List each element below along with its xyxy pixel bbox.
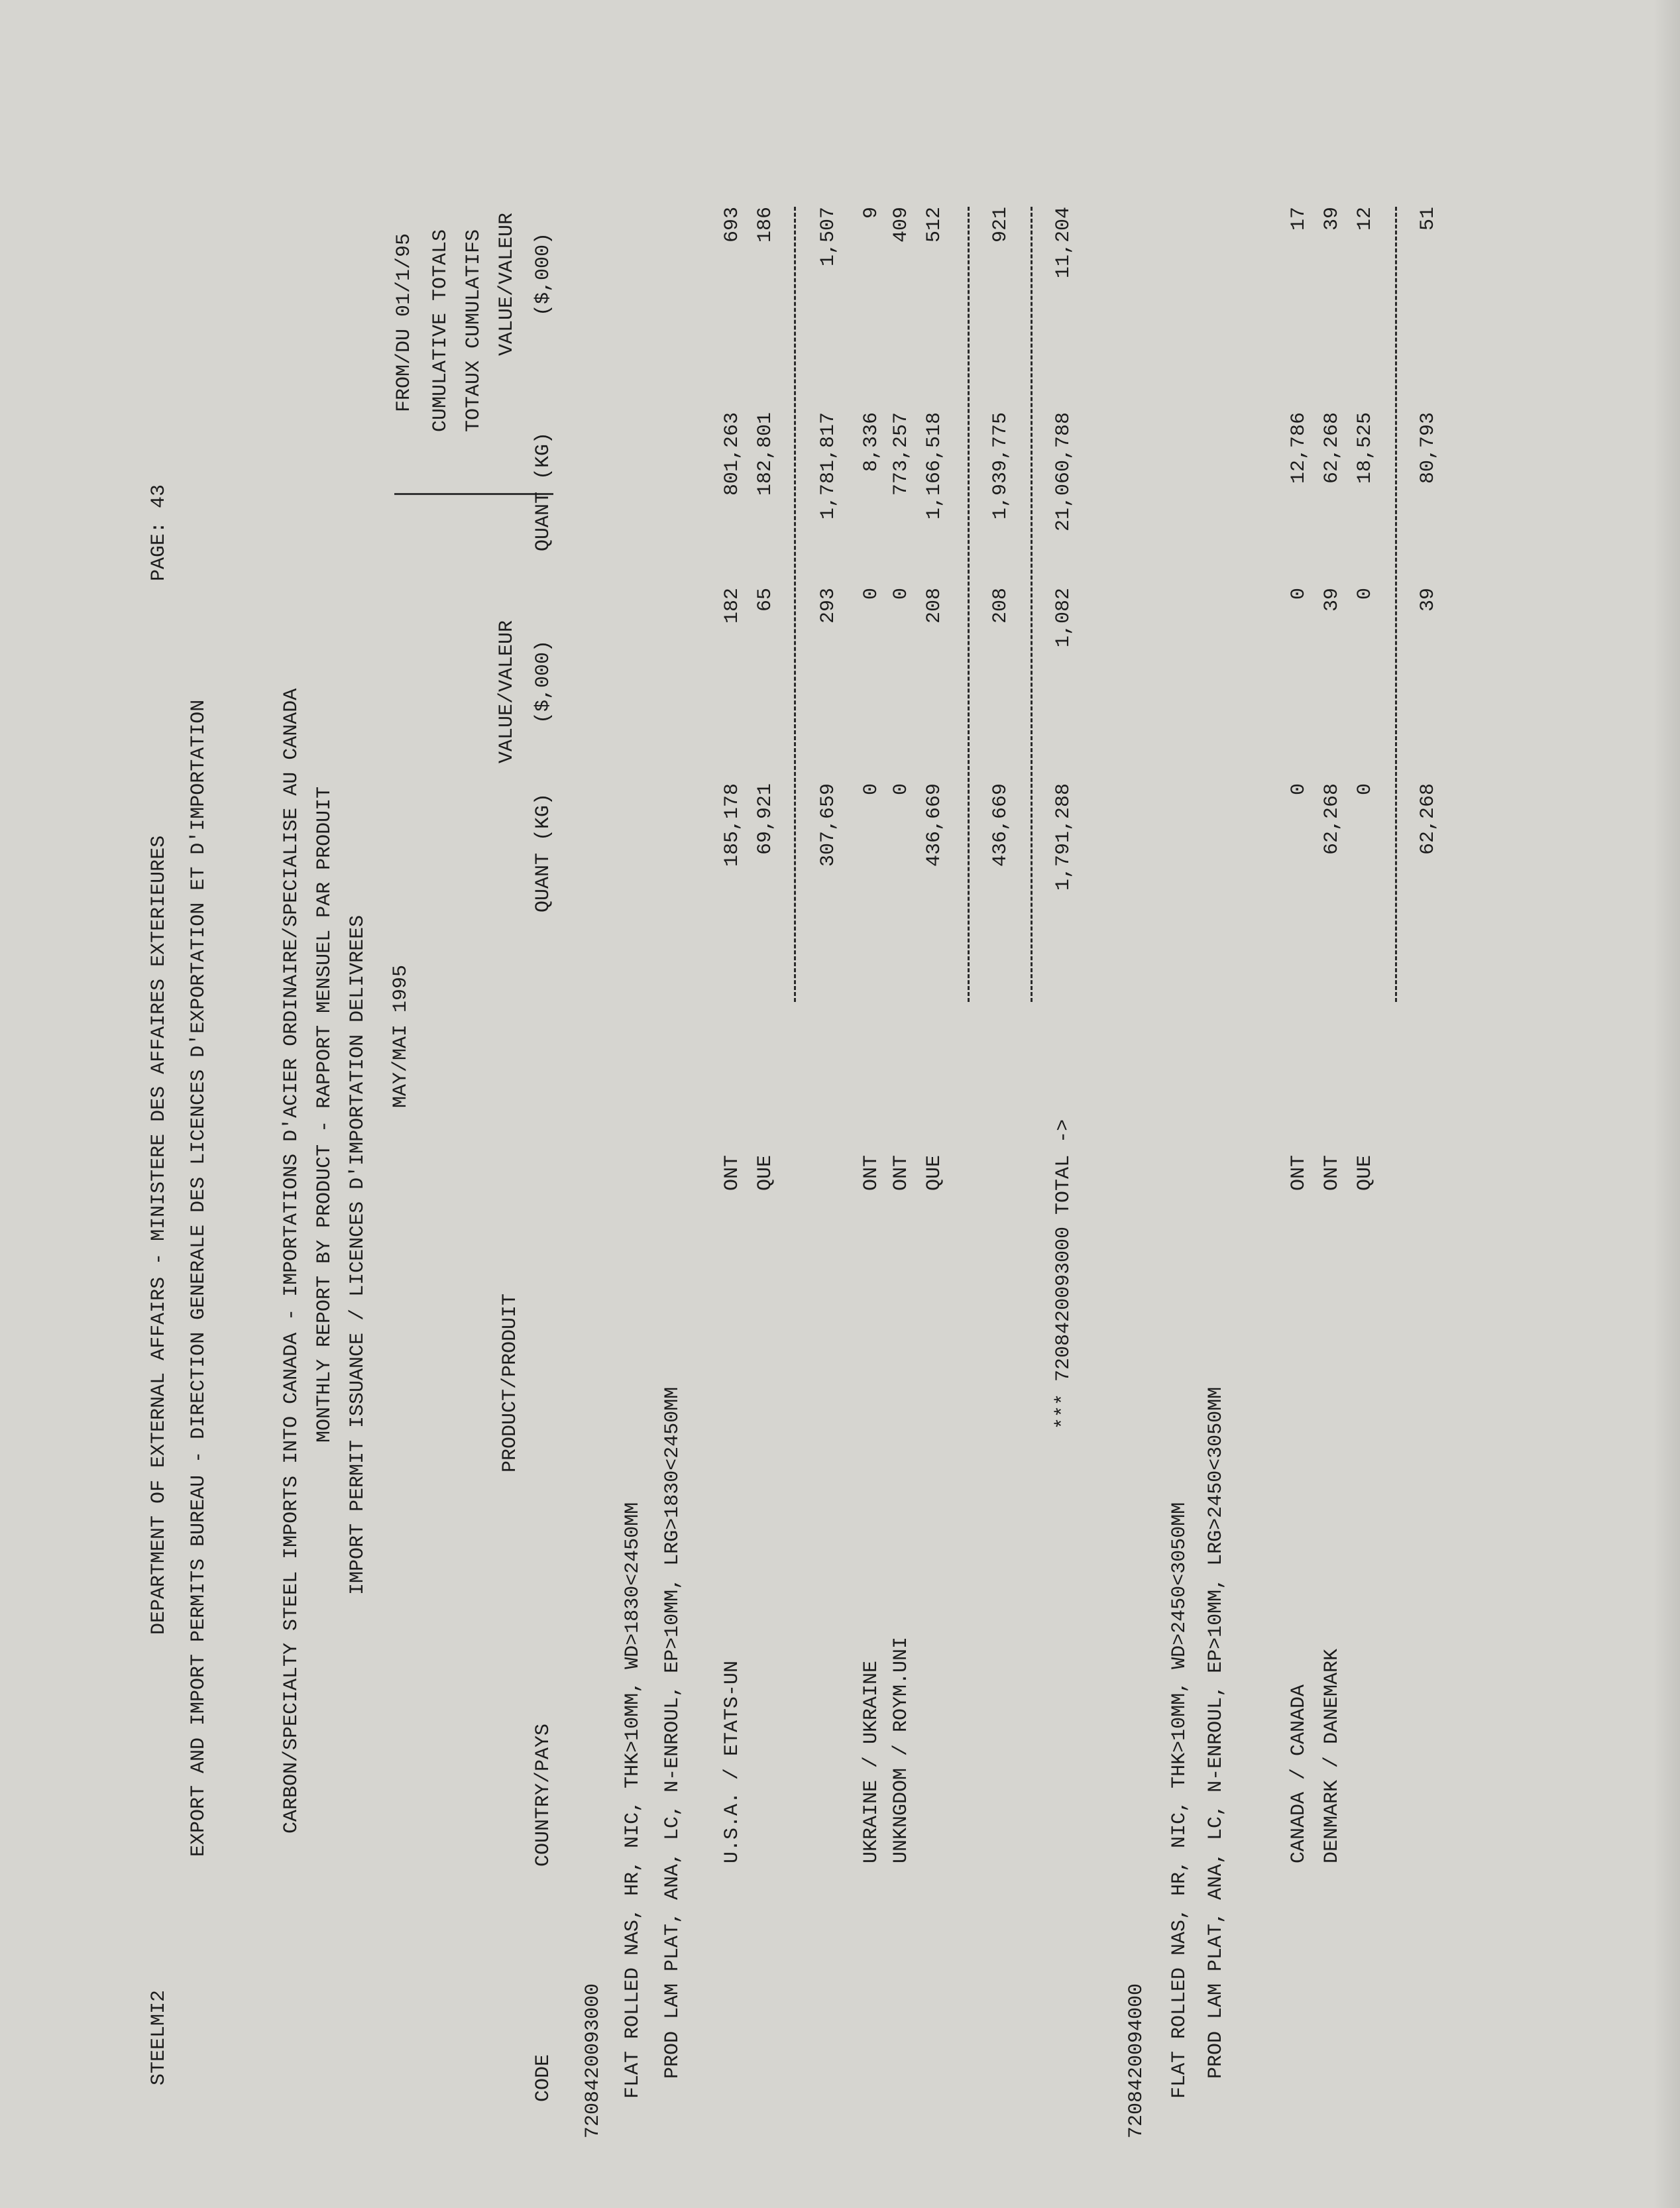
report-permit-line: IMPORT PERMIT ISSUANCE / LICENCES D'IMPORTATION DELIVREES xyxy=(347,914,369,1595)
from-date-header: FROM/DU 01/1/95 xyxy=(393,233,416,412)
subtotal-rule xyxy=(794,207,796,1002)
cum-value-unit: ($,000) xyxy=(532,232,555,316)
province: ONT xyxy=(721,1154,744,1191)
cum-quant-subtotal: 1,781,817 xyxy=(817,412,840,520)
month-quant-subtotal: 307,659 xyxy=(817,783,840,867)
product-code: 7208420094000 xyxy=(1125,1983,1148,2138)
total-month-value: 1,082 xyxy=(1052,588,1075,648)
cum-quant-header: QUANT (KG) xyxy=(532,431,555,551)
bureau-line: EXPORT AND IMPORT PERMITS BUREAU - DIRECTION GENERALE DES LICENCES D'EXPORTATION ET D'IMPORTATION xyxy=(188,699,210,1857)
country-name: U.S.A. / ETATS-UN xyxy=(721,1660,744,1863)
section-total-label: *** 7208420093000 TOTAL -> xyxy=(1052,1119,1075,1429)
cum-quant: 1,166,518 xyxy=(923,412,946,520)
report-title: CARBON/SPECIALTY STEEL IMPORTS INTO CANADA - IMPORTATIONS D'ACIER ORDINAIRE/SPECIALISE AU CANADA xyxy=(280,688,303,1834)
cum-quant: 182,801 xyxy=(754,412,777,496)
country-name: UNKNGDOM / ROYM.UNI xyxy=(890,1636,913,1863)
month-value: 39 xyxy=(1321,588,1343,612)
report-period: MAY/MAI 1995 xyxy=(390,964,412,1108)
month-value: 0 xyxy=(1354,588,1376,600)
month-value: 0 xyxy=(890,588,913,600)
code-header: CODE xyxy=(532,2054,555,2102)
cum-quant: 773,257 xyxy=(890,412,913,496)
country-name: CANADA / CANADA xyxy=(1288,1684,1310,1863)
month-value: 182 xyxy=(721,588,744,624)
total-rule xyxy=(1031,207,1033,1002)
cum-value-subtotal: 1,507 xyxy=(817,207,840,267)
month-value-header: VALUE/VALEUR xyxy=(496,620,518,763)
cum-value: 12 xyxy=(1354,207,1376,231)
cum-value: 186 xyxy=(754,207,777,243)
cum-value: 693 xyxy=(721,207,744,243)
month-quant: 0 xyxy=(1288,783,1310,796)
totaux-header: TOTAUX CUMULATIFS xyxy=(463,229,485,432)
province: ONT xyxy=(1321,1154,1343,1191)
cum-quant-subtotal: 1,939,775 xyxy=(989,412,1012,520)
cum-value: 512 xyxy=(923,207,946,243)
month-quant-header: QUANT (KG) xyxy=(532,793,555,912)
product-description: FLAT ROLLED NAS, HR, NIC, THK>10MM, WD>2450<3050MM xyxy=(1168,1502,1191,2099)
cum-quant-subtotal: 80,793 xyxy=(1417,412,1439,484)
product-header: PRODUCT/PRODUIT xyxy=(499,1293,522,1472)
report-id: STEELMI2 xyxy=(148,1989,170,2085)
cum-quant: 8,336 xyxy=(860,412,883,472)
cum-quant: 801,263 xyxy=(721,412,744,496)
report-subtitle: MONTHLY REPORT BY PRODUCT - RAPPORT MENSUEL PAR PRODUIT xyxy=(313,786,336,1443)
total-month-quant: 1,791,288 xyxy=(1052,783,1075,891)
department-line: DEPARTMENT OF EXTERNAL AFFAIRS - MINISTERE DES AFFAIRES EXTERIEURES xyxy=(148,835,170,1635)
month-quant-subtotal: 436,669 xyxy=(989,783,1012,867)
country-name: UKRAINE / UKRAINE xyxy=(860,1660,883,1863)
month-value-unit: ($,000) xyxy=(532,639,555,724)
province: ONT xyxy=(1288,1154,1310,1191)
month-value: 208 xyxy=(923,588,946,624)
product-code: 7208420093000 xyxy=(582,1983,604,2138)
month-quant-subtotal: 62,268 xyxy=(1417,783,1439,856)
province: QUE xyxy=(1354,1154,1376,1191)
cum-value: 39 xyxy=(1321,207,1343,231)
month-value: 0 xyxy=(860,588,883,600)
cum-value-header: VALUE/VALEUR xyxy=(496,212,518,356)
cumulative-header: CUMULATIVE TOTALS xyxy=(429,229,452,432)
month-value-subtotal: 208 xyxy=(989,588,1012,624)
month-quant: 69,921 xyxy=(754,783,777,856)
month-value-subtotal: 39 xyxy=(1417,588,1439,612)
product-description-fr: PROD LAM PLAT, ANA, LC, N-ENROUL, EP>10MM, LRG>2450<3050MM xyxy=(1205,1386,1227,2079)
cum-value-subtotal: 51 xyxy=(1417,207,1439,231)
product-description-fr: PROD LAM PLAT, ANA, LC, N-ENROUL, EP>10MM, LRG>1830<2450MM xyxy=(661,1386,684,2079)
cum-value: 9 xyxy=(860,207,883,219)
country-header: COUNTRY/PAYS xyxy=(532,1723,555,1867)
subtotal-rule xyxy=(1395,207,1397,1002)
cum-value: 17 xyxy=(1288,207,1310,231)
subtotal-rule xyxy=(968,207,970,1002)
cum-value-subtotal: 921 xyxy=(989,207,1012,243)
cum-quant: 12,786 xyxy=(1288,412,1310,484)
month-quant: 436,669 xyxy=(923,783,946,867)
cum-value: 409 xyxy=(890,207,913,243)
month-value-subtotal: 293 xyxy=(817,588,840,624)
month-quant: 62,268 xyxy=(1321,783,1343,856)
country-name: DENMARK / DANEMARK xyxy=(1321,1648,1343,1863)
column-divider xyxy=(394,493,553,495)
scan-edge-shadow xyxy=(1653,0,1680,2208)
month-value: 65 xyxy=(754,588,777,612)
month-quant: 0 xyxy=(890,783,913,796)
month-quant: 0 xyxy=(860,783,883,796)
province: QUE xyxy=(923,1154,946,1191)
cum-quant: 18,525 xyxy=(1354,412,1376,484)
cum-quant: 62,268 xyxy=(1321,412,1343,484)
month-quant: 0 xyxy=(1354,783,1376,796)
page-label: PAGE: xyxy=(148,521,170,581)
province: ONT xyxy=(860,1154,883,1191)
total-cum-value: 11,204 xyxy=(1052,207,1075,279)
total-cum-quant: 21,060,788 xyxy=(1052,412,1075,532)
product-description: FLAT ROLLED NAS, HR, NIC, THK>10MM, WD>1830<2450MM xyxy=(622,1502,644,2099)
month-quant: 185,178 xyxy=(721,783,744,867)
page-number: 43 xyxy=(148,484,170,508)
province: QUE xyxy=(754,1154,777,1191)
province: ONT xyxy=(890,1154,913,1191)
month-value: 0 xyxy=(1288,588,1310,600)
